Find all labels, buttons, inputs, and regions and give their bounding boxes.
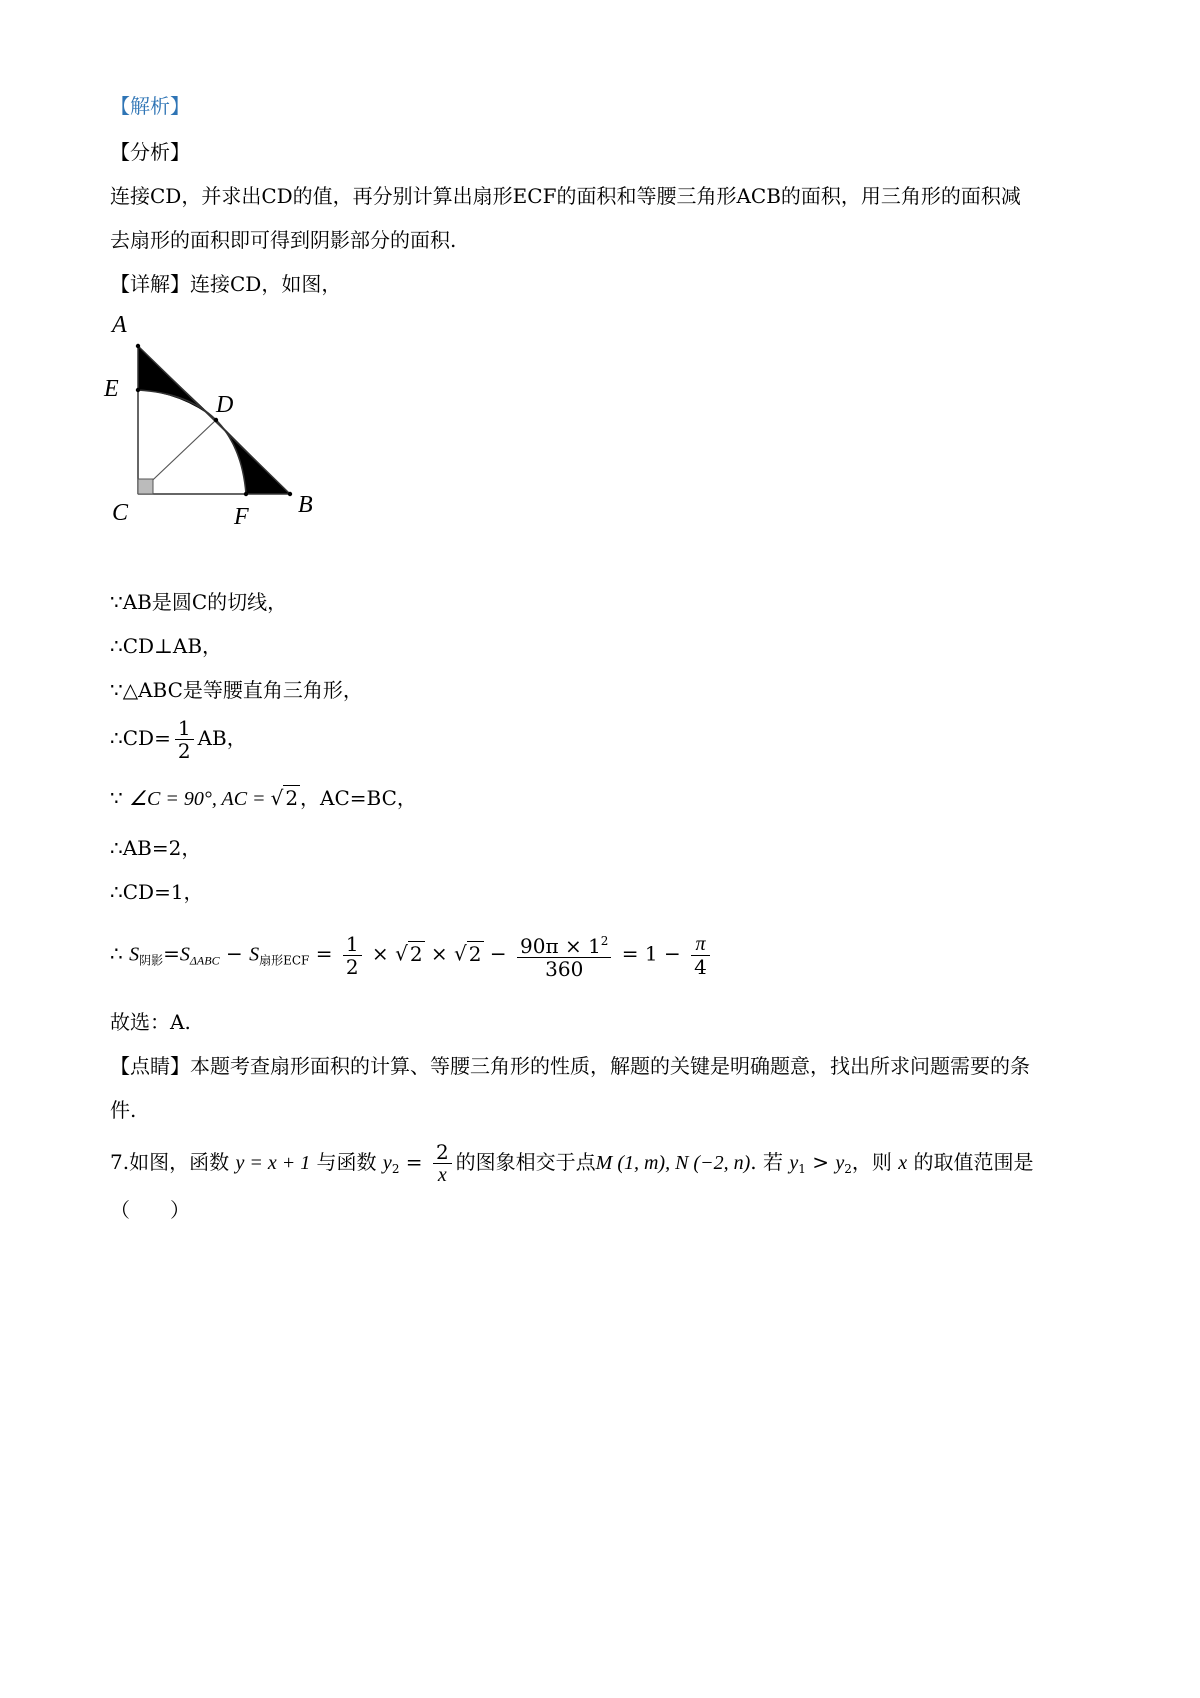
label-a: A xyxy=(112,312,127,338)
analysis-line-1: 连接CD，并求出CD的值，再分别计算出扇形ECF的面积和等腰三角形ACB的面积，用三角形的面积减 xyxy=(110,184,1021,208)
point-e xyxy=(136,388,140,392)
q7-cond-y2-sub: 2 xyxy=(844,1162,852,1176)
sqrt-two-b: √ 2 xyxy=(454,941,482,966)
sqrt-radicand: 2 xyxy=(409,941,423,966)
q7-greater-than: > xyxy=(805,1150,836,1174)
label-d: D xyxy=(216,392,234,418)
step-7: ∴CD=1， xyxy=(110,880,204,904)
fraction-half xyxy=(175,717,194,762)
heading-jiexi: 【解析】 xyxy=(110,94,190,118)
detail-line: 【详解】连接CD，如图， xyxy=(110,272,342,296)
fraction-numerator xyxy=(517,930,611,958)
analysis-line-2: 去扇形的面积即可得到阴影部分的面积. xyxy=(110,228,457,252)
fraction-denominator: 2 xyxy=(177,739,191,763)
step-5-suffix: ，AC=BC， xyxy=(300,786,417,810)
step-4 xyxy=(110,716,247,762)
answer-line: 故选：A. xyxy=(110,1010,191,1034)
times-1: × xyxy=(365,941,396,966)
q7-function-1: y = x + 1 xyxy=(235,1152,311,1174)
q7-suffix: 的取值范围是 xyxy=(907,1150,1034,1174)
equals-1: = xyxy=(163,941,180,966)
sector-numerator-text: 90π × 1 xyxy=(520,934,601,958)
step-3: ∵△ABC是等腰直角三角形， xyxy=(110,678,363,702)
q7-mid-4: ，则 xyxy=(851,1150,899,1174)
fraction-sector-area xyxy=(517,930,611,980)
step-2: ∴CD⊥AB， xyxy=(110,634,223,658)
q7-paren: （ ） xyxy=(110,1198,190,1222)
symbol-s-shaded: S xyxy=(129,943,140,966)
dianjing-line-1: 【点睛】本题考查扇形面积的计算、等腰三角形的性质，解题的关键是明确题意，找出所求问题需要的条 xyxy=(110,1054,1030,1078)
right-angle-mark xyxy=(138,479,153,494)
step-8-formula xyxy=(110,930,714,983)
fraction-half-2 xyxy=(343,933,362,978)
q7-mid-2: 的图象相交于点 xyxy=(455,1150,596,1174)
sqrt-radicand: 2 xyxy=(285,786,299,810)
minus-2: − xyxy=(483,941,513,966)
sqrt-two: √ 2 xyxy=(270,786,299,810)
fraction-denominator: 2 xyxy=(345,954,359,979)
q7-y2-sub: 2 xyxy=(391,1162,400,1176)
fraction-numerator: 2 xyxy=(433,1141,452,1164)
q7-y2: y xyxy=(382,1152,392,1174)
q7-cond-y1-sub: 1 xyxy=(798,1162,806,1176)
because-symbol: ∵ xyxy=(110,786,123,810)
equals-2: = xyxy=(309,941,339,966)
step-4-suffix: AB， xyxy=(197,726,247,750)
minus-1: − xyxy=(219,941,250,966)
q7-cond-y1: y xyxy=(789,1152,799,1174)
fraction-denominator: x xyxy=(437,1164,447,1186)
question-7 xyxy=(110,1138,1034,1193)
q7-points: M (1, m), N (−2, n) xyxy=(595,1152,751,1174)
label-f: F xyxy=(234,504,249,530)
fraction-numerator: 1 xyxy=(175,717,194,740)
therefore-symbol: ∴ xyxy=(110,941,123,966)
q7-fraction xyxy=(433,1141,452,1186)
equals-3: = 1 − xyxy=(615,941,688,966)
triangle-figure xyxy=(100,312,340,552)
times-2: × xyxy=(424,941,455,966)
sub-shaded: 阴影 xyxy=(139,953,164,968)
fraction-pi-quarter xyxy=(691,933,710,978)
sub-triangle: ΔABC xyxy=(189,953,220,968)
step-5 xyxy=(110,784,417,813)
q7-x: x xyxy=(898,1152,908,1174)
fraction-denominator: 4 xyxy=(694,954,707,979)
sub-sector: 扇形ECF xyxy=(259,953,310,968)
point-f xyxy=(244,492,248,496)
dianjing-line-2: 件. xyxy=(110,1098,137,1122)
heading-fenxi: 【分析】 xyxy=(110,140,190,164)
step-4-prefix: ∴CD= xyxy=(110,726,171,750)
symbol-s-triangle: S xyxy=(179,943,190,966)
point-a xyxy=(136,344,140,348)
q7-prefix: 7.如图，函数 xyxy=(110,1150,236,1174)
q7-mid-1: 与函数 xyxy=(310,1150,383,1174)
symbol-s-sector: S xyxy=(249,943,260,966)
fraction-denominator: 360 xyxy=(545,957,584,981)
point-d xyxy=(214,418,218,422)
label-b: B xyxy=(298,492,313,518)
step-6: ∴AB=2， xyxy=(110,836,202,860)
q7-mid-3: . 若 xyxy=(750,1150,790,1174)
fraction-numerator: 1 xyxy=(343,933,362,956)
label-e: E xyxy=(104,376,119,402)
point-b xyxy=(288,492,292,496)
q7-equals: = xyxy=(399,1150,429,1174)
q7-cond-y2: y xyxy=(835,1152,845,1174)
angle-expression: ∠C = 90°, AC = xyxy=(129,788,271,810)
label-c: C xyxy=(112,500,129,526)
fraction-numerator: π xyxy=(691,933,710,956)
sector-exponent: 2 xyxy=(600,934,609,948)
sqrt-two-a: √ 2 xyxy=(395,941,423,966)
sqrt-radicand: 2 xyxy=(468,941,482,966)
step-1: ∵AB是圆C的切线， xyxy=(110,590,288,614)
